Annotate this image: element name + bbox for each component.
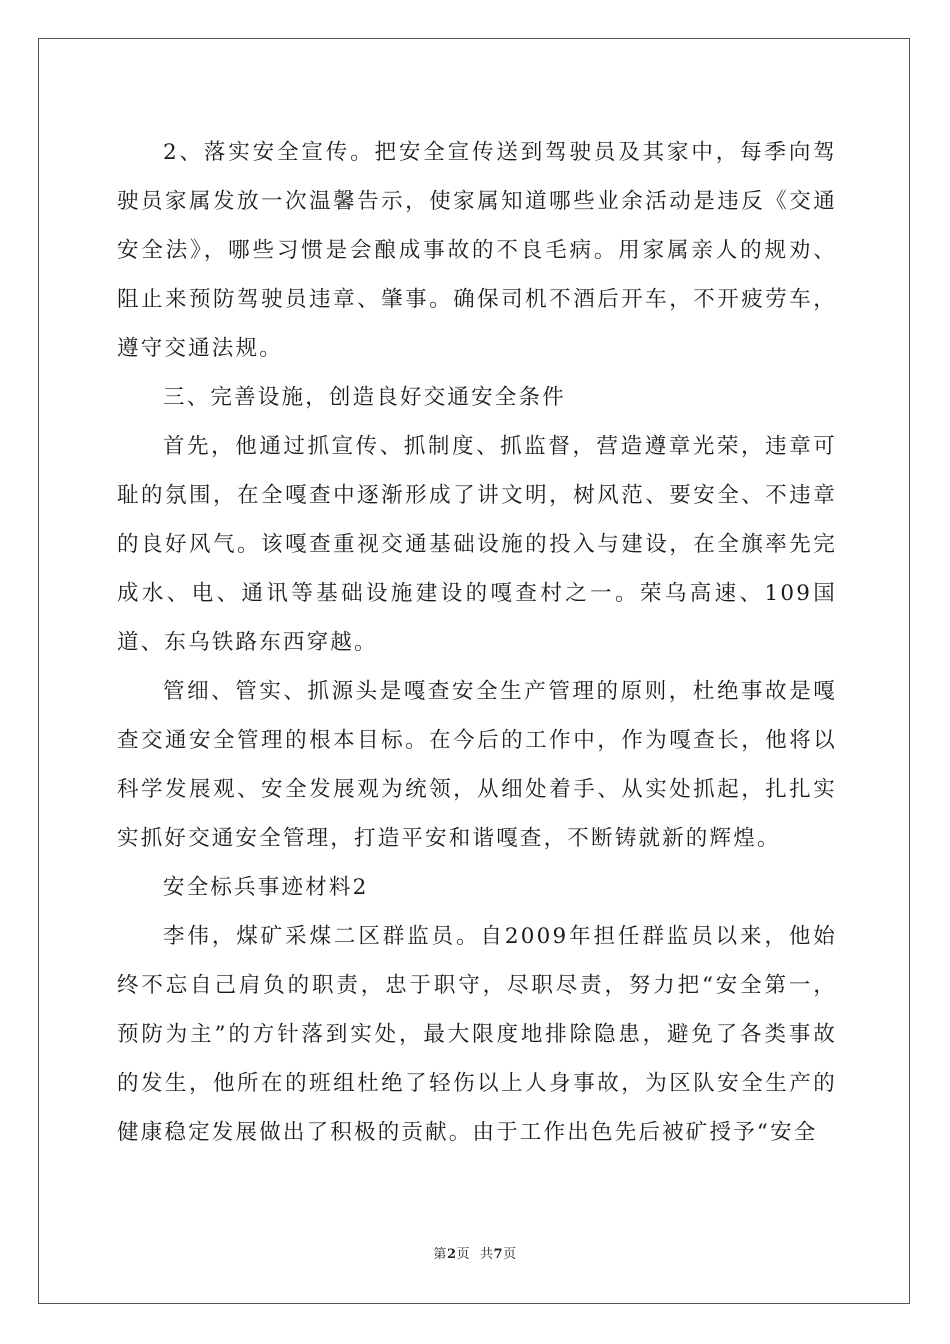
total-page-number: 7: [493, 1247, 504, 1262]
footer-total-suffix: 页: [503, 1247, 517, 1262]
paragraph-management-principle: 管细、管实、抓源头是嘎查安全生产管理的原则，杜绝事故是嘎查交通安全管理的根本目标。在今后的工作中，作为嘎查长，他将以科学发展观、安全发展观为统领，从细处着手、从实处抓起，扎扎实实抓好交通安全管理，打造平安和谐嘎查，不断铸就新的辉煌。: [117, 679, 837, 851]
paragraph-safety-publicity: 2、落实安全宣传。把安全宣传送到驾驶员及其家中，每季向驾驶员家属发放一次温馨告示，使家属知道哪些业余活动是违反《交通安全法》，哪些习惯是会酿成事故的不良毛病。用家属亲人的规劝、阻止来预防驾驶员违章、肇事。确保司机不酒后开车，不开疲劳车，遵守交通法规。: [117, 140, 837, 361]
page-footer: [0, 1247, 950, 1263]
paragraph-infrastructure: 首先，他通过抓宣传、抓制度、抓监督，营造遵章光荣，违章可耻的氛围，在全嘎查中逐渐形成了讲文明，树风范、要安全、不违章的良好风气。该嘎查重视交通基础设施的投入与建设，在全旗率先完成水、电、通讯等基础设施建设的嘎查村之一。荣乌高速、109国道、东乌铁路东西穿越。: [117, 434, 837, 655]
section-heading-material-2: 安全标兵事迹材料2: [163, 875, 369, 900]
paragraph-li-wei: 李伟，煤矿采煤二区群监员。自2009年担任群监员以来，他始终不忘自己肩负的职责，忠于职守，尽职尽责，努力把“安全第一，预防为主”的方针落到实处，最大限度地排除隐患，避免了各类事故的发生，他所在的班组杜绝了轻伤以上人身事故，为区队安全生产的健康稳定发展做出了积极的贡献。由于工作出色先后被矿授予“安全: [117, 924, 837, 1145]
current-page-number: 2: [446, 1247, 457, 1262]
document-body: [117, 128, 837, 1157]
footer-prefix: 第: [433, 1247, 447, 1262]
footer-total-prefix: 共: [480, 1247, 494, 1262]
section-heading-facilities: 三、完善设施，创造良好交通安全条件: [163, 385, 566, 410]
footer-page-suffix: 页: [456, 1247, 470, 1262]
